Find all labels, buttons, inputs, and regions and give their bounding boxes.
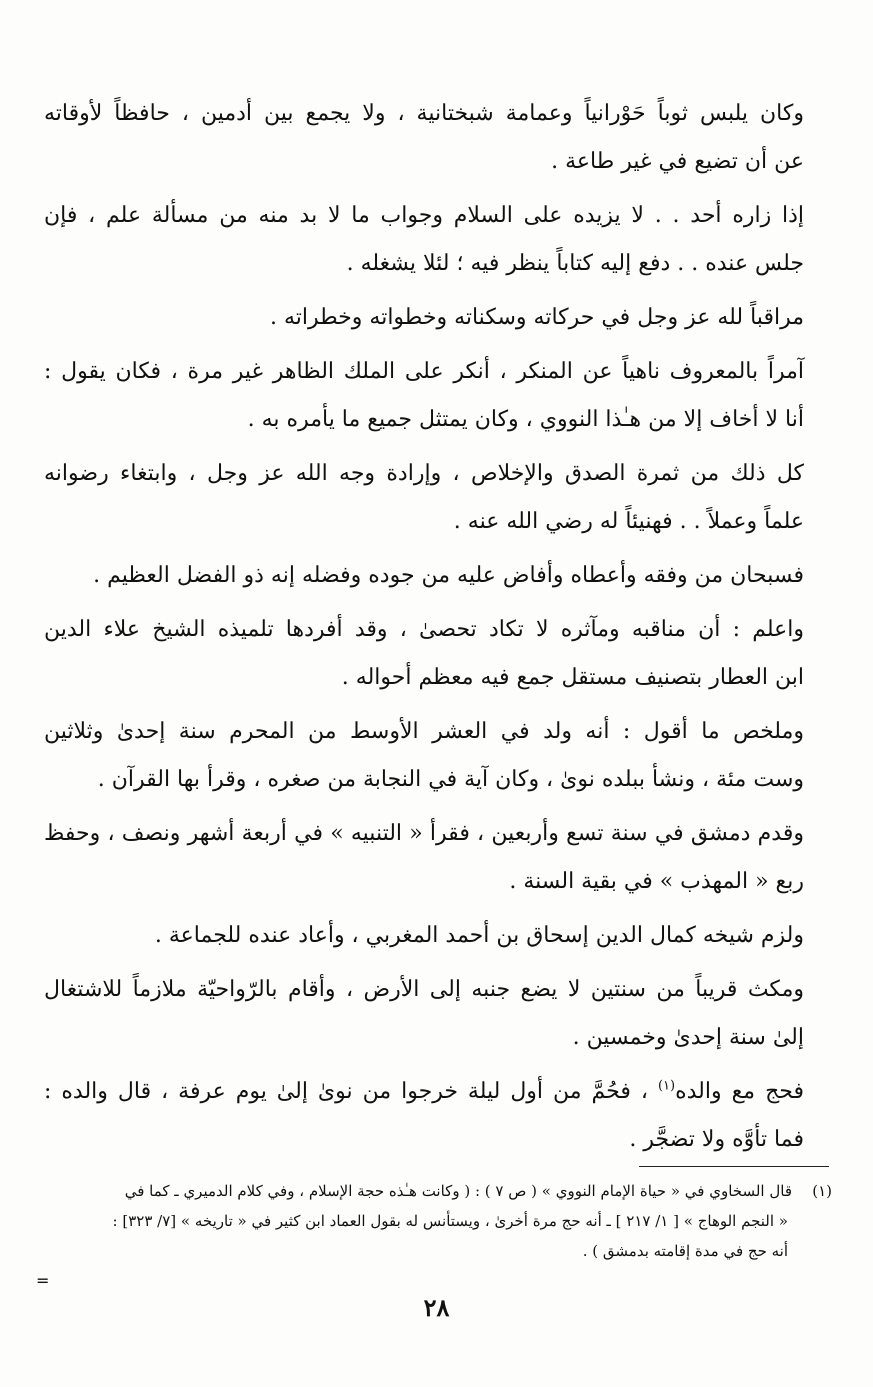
paragraph xyxy=(44,552,832,600)
paragraph-line: جلس عنده . . دفع إليه كتاباً ينظر فيه ؛ لئلا يشغله . xyxy=(346,251,804,276)
paragraph-line: آمراً بالمعروف ناهياً عن المنكر ، أنكر على الملك الظاهر غير مرة ، فكان يقول : xyxy=(44,359,804,384)
paragraph-line: ربع « المهذب » في بقية السنة . xyxy=(509,869,804,894)
paragraph xyxy=(44,450,832,546)
footnote-number: (١) xyxy=(812,1182,832,1200)
paragraph-line: واعلم : أن مناقبه ومآثره لا تكاد تحصىٰ ، وقد أفردها تلميذه الشيخ علاء الدين xyxy=(44,617,804,642)
paragraph-line xyxy=(44,1068,832,1116)
paragraph xyxy=(44,606,832,702)
paragraph-line: إلىٰ سنة إحدىٰ وخمسين . xyxy=(572,1025,804,1050)
paragraph-line: علماً وعملاً . . فهنيئاً له رضي الله عنه . xyxy=(453,509,804,534)
paragraphs xyxy=(44,90,832,1062)
paragraph-line: فما تأوَّه ولا تضجَّر . xyxy=(629,1127,804,1152)
paragraph-line: عن أن تضيع في غير طاعة . xyxy=(551,149,804,174)
footnote-line: أنه حج في مدة إقامته بدمشق ) . xyxy=(582,1242,788,1260)
paragraph-line: كل ذلك من ثمرة الصدق والإخلاص ، وإرادة وجه الله عز وجل ، وابتغاء رضوانه xyxy=(44,461,804,486)
paragraph-line: أنا لا أخاف إلا من هـٰذا النووي ، وكان يمتثل جميع ما يأمره به . xyxy=(247,407,804,432)
paragraph-line: إذا زاره أحد . . لا يزيده على السلام وجواب ما لا بد منه من مسألة علم ، فإن xyxy=(44,203,804,228)
paragraph-line: وقدم دمشق في سنة تسع وأربعين ، فقرأ « التنبيه » في أربعة أشهر ونصف ، وحفظ xyxy=(44,821,804,846)
paragraph-line: ابن العطار بتصنيف مستقل جمع فيه معظم أحواله . xyxy=(341,665,804,690)
paragraph xyxy=(44,810,832,906)
paragraph xyxy=(44,708,832,804)
page-number: ٢٨ xyxy=(423,1293,450,1322)
text-segment: ، فحُمَّ من أول ليلة خرجوا من نوىٰ إلىٰ يوم عرفة ، قال والده : xyxy=(44,1079,658,1104)
paragraph xyxy=(44,966,832,1062)
footnote-text: قال السخاوي في « حياة الإمام النووي » ( ص ٧ ) : ( وكانت هـٰذه حجة الإسلام ، وفي كلام الدميري ـ كما في xyxy=(124,1182,792,1200)
footnote-line: « النجم الوهاج » [ ١/ ٢١٧ ] ـ أنه حج مرة أخرىٰ ، ويستأنس له بقول العماد ابن كثير في « تاريخه » [٧/ ٣٢٣] : xyxy=(112,1212,788,1230)
margin-mark: = xyxy=(36,1271,50,1290)
footnote-divider xyxy=(639,1166,829,1167)
paragraph-line: ومكث قريباً من سنتين لا يضع جنبه إلى الأرض ، وأقام بالرّواحيّة ملازماً للاشتغال xyxy=(44,977,804,1002)
paragraph-line: وست مئة ، ونشأ ببلده نوىٰ ، وكان آية في النجابة من صغره ، وقرأ بها القرآن . xyxy=(97,767,804,792)
text-segment: فحج مع والده xyxy=(675,1079,804,1104)
footnote-line xyxy=(44,1176,832,1206)
paragraph xyxy=(44,348,832,444)
paragraph xyxy=(44,90,832,186)
paragraph xyxy=(44,294,832,342)
footnote-reference: (١) xyxy=(657,1078,676,1094)
main-text xyxy=(44,90,832,1170)
paragraph-line: مراقباً لله عز وجل في حركاته وسكناته وخطواته وخطراته . xyxy=(269,305,804,330)
paragraph xyxy=(44,912,832,960)
paragraph-line: وكان يلبس ثوباً حَوْرانياً وعمامة شبختانية ، ولا يجمع بين أدمين ، حافظاً لأوقاته xyxy=(44,101,804,126)
footnotes xyxy=(44,1176,832,1266)
paragraph-line: ولزم شيخه كمال الدين إسحاق بن أحمد المغربي ، وأعاد عنده للجماعة . xyxy=(154,923,804,948)
paragraph-line: وملخص ما أقول : أنه ولد في العشر الأوسط من المحرم سنة إحدىٰ وثلاثين xyxy=(44,719,804,744)
paragraph-line: فسبحان من وفقه وأعطاه وأفاض عليه من جوده وفضله إنه ذو الفضل العظيم . xyxy=(93,563,804,588)
paragraph xyxy=(44,192,832,288)
paragraph-last xyxy=(44,1068,832,1164)
